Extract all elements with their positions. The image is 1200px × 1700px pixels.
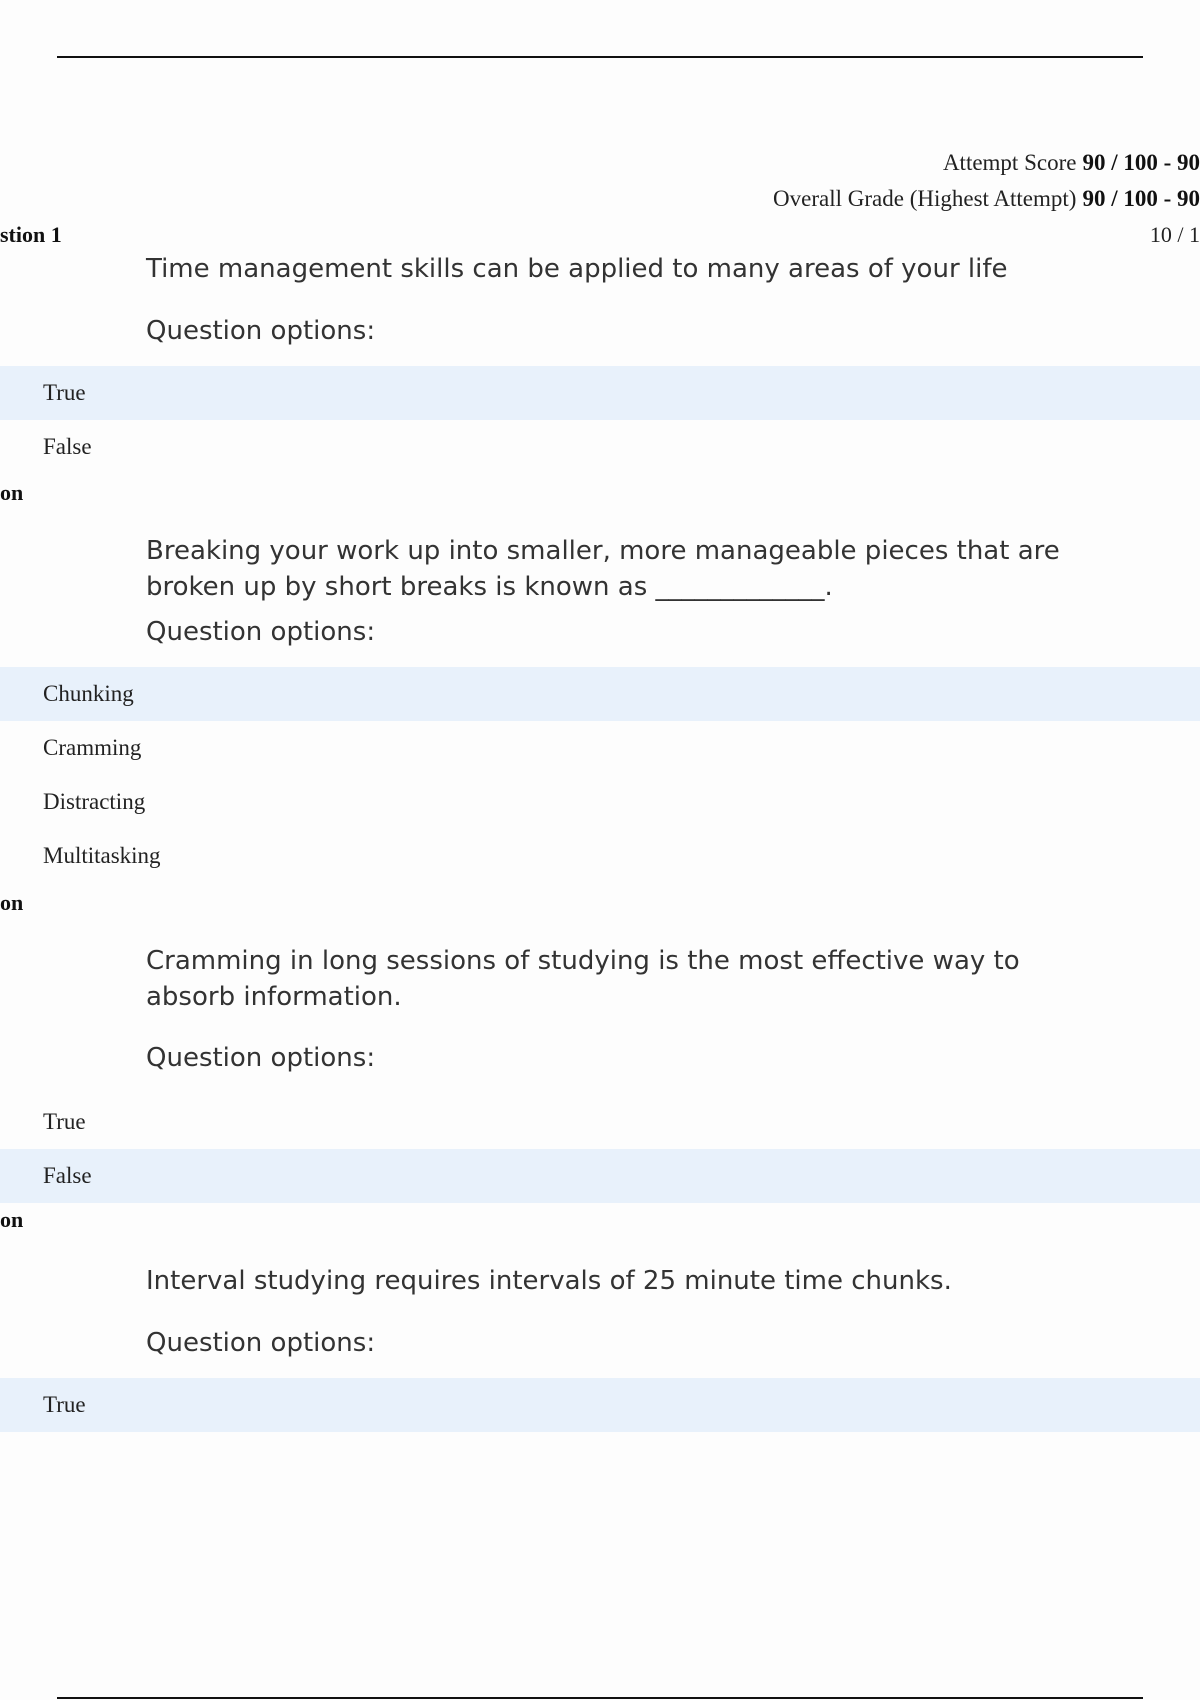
option-label: True xyxy=(43,1109,86,1134)
option-label: Multitasking xyxy=(43,843,161,868)
question-3-text: Cramming in long sessions of studying is the most effective way to absorb information. xyxy=(146,946,1020,1012)
question-4-option-true[interactable] xyxy=(0,1378,1200,1432)
attempt-score xyxy=(943,150,1200,176)
option-label: Cramming xyxy=(43,735,142,760)
question-4-options-heading: Question options: xyxy=(146,1328,376,1358)
question-4-text: Interval studying requires intervals of 25 minute time chunks. xyxy=(146,1266,952,1296)
question-1-options-heading: Question options: xyxy=(146,316,376,346)
question-3-options-heading: Question options: xyxy=(146,1043,376,1073)
option-label: True xyxy=(43,1392,86,1417)
question-1-points: 10 / 1 xyxy=(1149,222,1200,247)
overall-grade-value: 90 / 100 - 90 xyxy=(1082,186,1200,211)
question-2-option-distracting[interactable] xyxy=(0,775,1200,829)
question-3-label: on xyxy=(0,890,24,915)
overall-grade-label: Overall Grade (Highest Attempt) xyxy=(773,186,1077,211)
question-1-label: stion 1 xyxy=(0,222,62,247)
question-2-text: Breaking your work up into smaller, more manageable pieces that are broken up by short breaks is known as _____________. xyxy=(146,536,1060,602)
question-3-option-false[interactable] xyxy=(0,1149,1200,1203)
attempt-score-label: Attempt Score xyxy=(942,150,1077,175)
question-1-text: Time management skills can be applied to many areas of your life xyxy=(146,254,1008,284)
option-label: False xyxy=(43,434,92,459)
top-rule xyxy=(57,56,1143,58)
bottom-rule xyxy=(57,1697,1143,1699)
option-label: Chunking xyxy=(43,681,134,706)
overall-grade xyxy=(773,186,1200,212)
question-2-option-chunking[interactable] xyxy=(0,667,1200,721)
question-2-label: on xyxy=(0,480,24,505)
question-4-label: on xyxy=(0,1207,24,1232)
option-label: True xyxy=(43,380,86,405)
option-label: False xyxy=(43,1163,92,1188)
question-2-option-cramming[interactable] xyxy=(0,721,1200,775)
question-1-option-false[interactable] xyxy=(0,420,1200,474)
attempt-score-value: 90 / 100 - 90 xyxy=(1082,150,1200,175)
question-1-option-true[interactable] xyxy=(0,366,1200,420)
question-2-options-heading: Question options: xyxy=(146,617,376,647)
option-label: Distracting xyxy=(43,789,146,814)
question-2-option-multitasking[interactable] xyxy=(0,829,1200,883)
question-3-option-true[interactable] xyxy=(0,1095,1200,1149)
